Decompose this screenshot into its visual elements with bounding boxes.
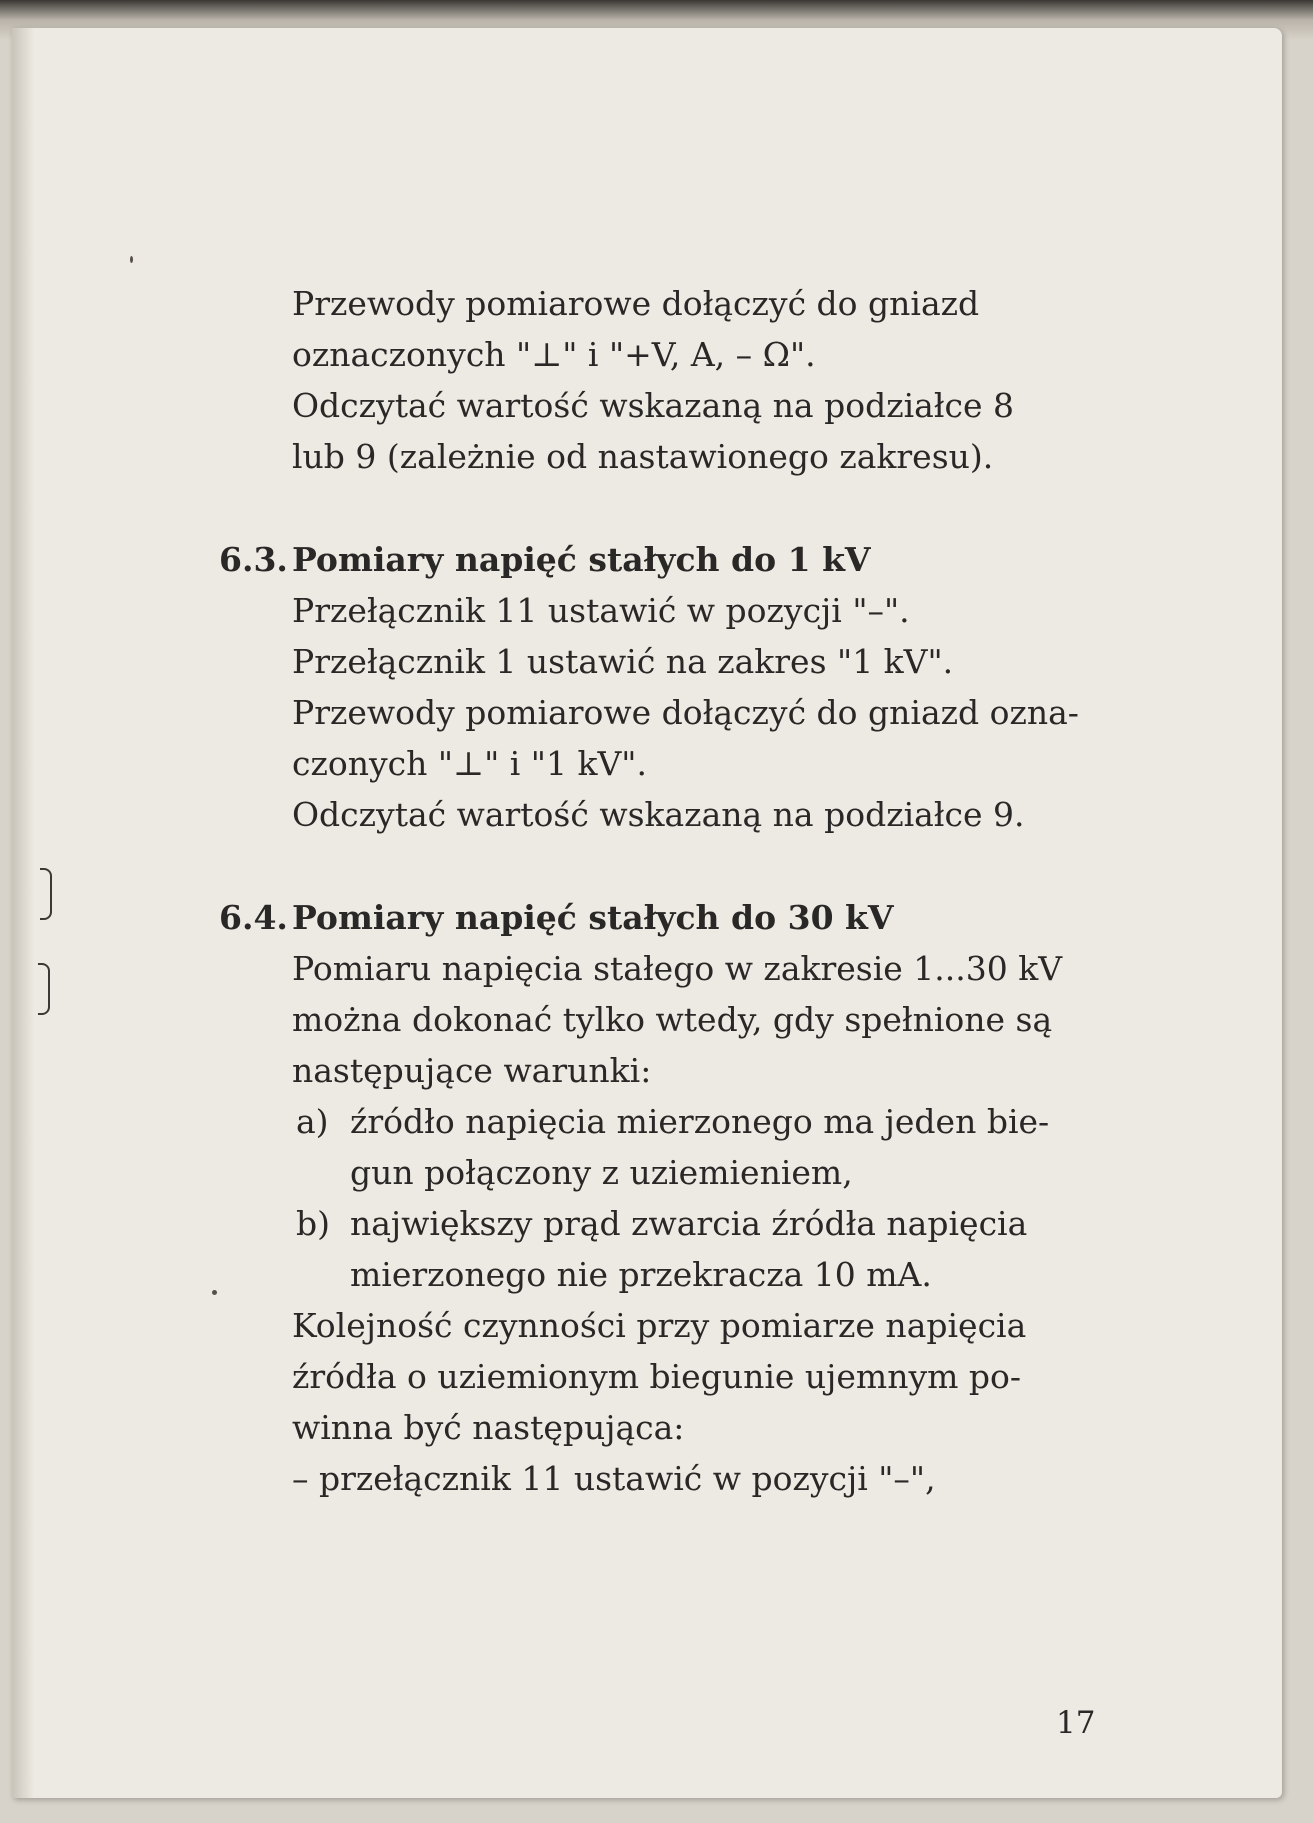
text-line: lub 9 (zależnie od nastawionego zakresu). xyxy=(292,437,994,476)
text-line: największy prąd zwarcia źródła napięcia xyxy=(350,1204,1028,1243)
text-line: Przełącznik 11 ustawić w pozycji "–". xyxy=(292,591,910,630)
text-line: gun połączony z uziemieniem, xyxy=(350,1153,853,1192)
text-line: Przewody pomiarowe dołączyć do gniazd xyxy=(292,284,980,323)
list-marker: b) xyxy=(296,1204,330,1243)
section-heading-6-3 xyxy=(219,534,1099,585)
ink-speck xyxy=(212,1290,217,1295)
text-line: można dokonać tylko wtedy, gdy spełnione są xyxy=(292,1000,1053,1039)
section-heading-6-4 xyxy=(219,892,1099,943)
staple-bottom xyxy=(38,963,50,1015)
text-line: Kolejność czynności przy pomiarze napięcia xyxy=(292,1306,1027,1345)
text-line: oznaczonych "⊥" i "+V, A, – Ω". xyxy=(292,335,816,374)
condition-item-a xyxy=(292,1096,1099,1198)
text-line: Przełącznik 1 ustawić na zakres "1 kV". xyxy=(292,642,954,681)
ink-speck xyxy=(130,256,133,263)
text-line: Przewody pomiarowe dołączyć do gniazd ozna- xyxy=(292,693,1079,732)
staple-top xyxy=(40,868,52,920)
section-number: 6.3. xyxy=(219,540,288,579)
page-text xyxy=(219,278,1099,1504)
text-line: źródła o uziemionym biegunie ujemnym po- xyxy=(292,1357,1022,1396)
text-line: następujące warunki: xyxy=(292,1051,652,1090)
list-marker: a) xyxy=(296,1102,329,1141)
text-line: Odczytać wartość wskazaną na podziałce 9. xyxy=(292,795,1025,834)
text-line: czonych "⊥" i "1 kV". xyxy=(292,744,647,783)
text-line: Pomiaru napięcia stałego w zakresie 1...30 kV xyxy=(292,949,1063,988)
text-line: winna być następująca: xyxy=(292,1408,685,1447)
text-line: mierzonego nie przekracza 10 mA. xyxy=(350,1255,932,1294)
condition-item-b xyxy=(292,1198,1099,1300)
text-line: źródło napięcia mierzonego ma jeden bie- xyxy=(350,1102,1050,1141)
page-gutter xyxy=(12,28,34,1798)
page-number: 17 xyxy=(1056,1705,1096,1741)
text-line: Odczytać wartość wskazaną na podziałce 8 xyxy=(292,386,1015,425)
section-title: Pomiary napięć stałych do 30 kV xyxy=(292,898,894,937)
section-title: Pomiary napięć stałych do 1 kV xyxy=(292,540,871,579)
section-number: 6.4. xyxy=(219,898,288,937)
step-item: – przełącznik 11 ustawić w pozycji "–", xyxy=(292,1459,936,1498)
